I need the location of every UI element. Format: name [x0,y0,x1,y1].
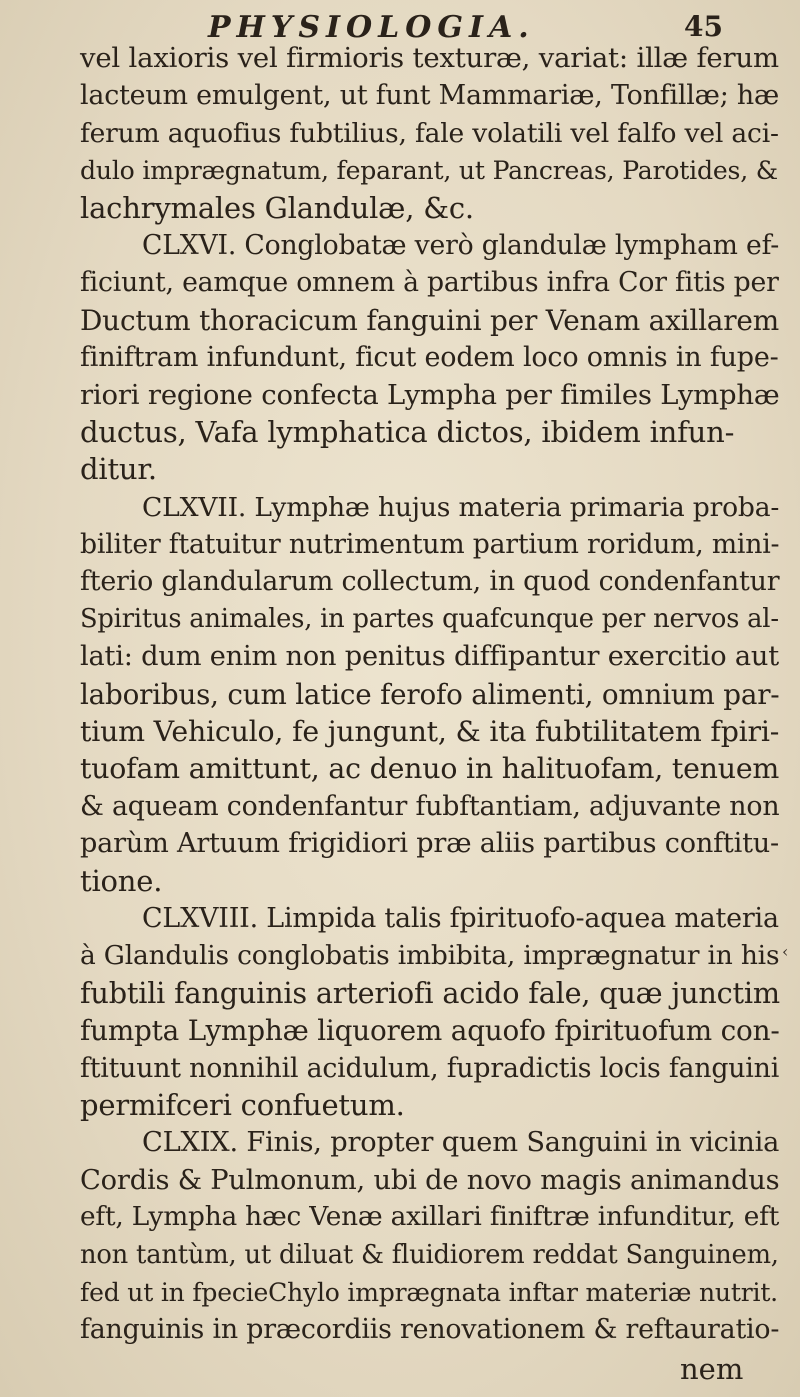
text-line: ferum aquofius fubtilius, fale volatili vel falfo vel aci- [80,117,779,149]
text-line: fed ut in fpecieChylo imprægnata inftar materiæ nutrit. [80,1277,778,1307]
text-line: fumpta Lymphæ liquorem aquofo fpirituofum con- [80,1014,780,1048]
text-line: fubtili fanguinis arteriofi acido fale, quæ junctim [80,975,780,1010]
text-line: non tantùm, ut diluat & fluidiorem reddat Sanguinem, [80,1239,779,1270]
text-line: ficiunt, eamque omnem à partibus infra Cor fitis per [80,267,779,299]
text-line: permifceri confuetum. [80,1087,405,1122]
paragraph-start-CLXIX: CLXIX. Finis, propter quem Sanguini in vicinia [142,1127,780,1159]
page-header [0,6,800,45]
text-line: vel laxioris vel firmioris texturæ, variat: illæ ferum [80,42,779,74]
text-line: riori regione confecta Lympha per fimiles Lymphæ [80,379,780,411]
text-line: lacteum emulgent, ut funt Mammariæ, Tonfillæ; hæ [80,80,780,112]
text-line: dulo imprægnatum, feparant, ut Pancreas, Parotides, & [80,156,778,186]
paragraph-start-CLXVIII: CLXVIII. Limpida talis fpirituofo-aquea materia [142,902,779,934]
text-line: laboribus, cum latice ferofo alimenti, omnium par- [80,677,780,711]
page-number: 45 [684,10,723,43]
text-line: fanguinis in præcordiis renovationem & reftauratio- [80,1314,780,1346]
margin-mark: ‹ [782,942,789,961]
text-line: à Glandulis conglobatis imbibita, imprægnatur in his [80,940,780,972]
text-line: ditur. [80,452,157,487]
paragraph-start-CLXVII: CLXVII. Lymphæ hujus materia primaria proba- [142,491,780,523]
text-line: eft, Lympha hæc Venæ axillari finiftræ infunditur, eft [80,1202,780,1233]
text-line: fterio glandularum collectum, in quod condenfantur [80,566,780,598]
text-line: lachrymales Glandulæ, &c. [80,190,474,225]
catchword: nem [680,1352,744,1386]
text-line: finiftram infundunt, ficut eodem loco omnis in fupe- [80,342,779,374]
text-line: Ductum thoracicum fanguini per Venam axillarem [80,303,779,337]
text-line: tium Vehiculo, fe jungunt, & ita fubtilitatem fpiri- [80,715,780,749]
text-line: ductus, Vafa lymphatica dictos, ibidem infun- [80,414,735,449]
text-line: Cordis & Pulmonum, ubi de novo magis animandus [80,1164,780,1196]
text-line: lati: dum enim non penitus diffipantur exercitio aut [80,641,779,673]
text-line: & aqueam condenfantur fubftantiam, adjuvante non [80,790,780,822]
text-line: biliter ftatuitur nutrimentum partium roridum, mini- [80,529,780,561]
body-text [80,40,780,1349]
text-line: Spiritus animales, in partes quafcunque per nervos al- [80,603,779,634]
text-line: ftituunt nonnihil acidulum, fupradictis locis fanguini [80,1052,780,1084]
text-line: tuofam amittunt, ac denuo in halituofam, tenuem [80,752,780,786]
paragraph-start-CLXVI: CLXVI. Conglobatæ verò glandulæ lympham ef- [142,229,780,261]
text-line: tione. [80,863,163,898]
text-line: parùm Artuum frigidiori præ aliis partibus conftitu- [80,828,779,860]
running-title: PHYSIOLOGIA. [208,10,535,45]
